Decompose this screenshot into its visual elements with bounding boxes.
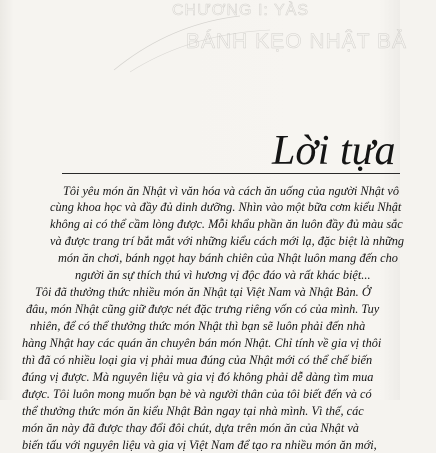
body-line: và được trang trí bắt mắt với những kiểu cách mới lạ, đặc biệt là những <box>50 234 405 248</box>
bleed-through-heading: BÁNH KẸO NHẬT BẢ <box>186 30 407 53</box>
page-title: Lời tựa <box>272 128 396 174</box>
body-line: thể thưởng thức món ăn kiểu Nhật Bản ngay tại nhà mình. Vì thế, các <box>22 404 364 418</box>
body-line: biến tấu với nguyên liệu và gia vị Việt Nam để tạo ra nhiều món ăn mới, <box>22 438 377 452</box>
body-line: đúng vị được. Mà nguyên liệu và gia vị đó không phải dễ dàng tìm mua <box>22 370 374 384</box>
body-line: người ăn sự thích thú vì hương vị độc đáo và rất khác biệt... <box>75 268 371 282</box>
body-line: nhiên, để có thể thưởng thức món Nhật thì bạn sẽ luôn phải đến nhà <box>30 319 366 333</box>
body-line: được. Tôi luôn mong muốn bạn bè và người thân của tôi biết đến và có <box>22 387 372 401</box>
body-line: cùng khoa học và đầy đủ dinh dưỡng. Nhìn vào một bữa cơm kiểu Nhật <box>50 200 402 214</box>
body-line: Tôi yêu món ăn Nhật vì văn hóa và cách ăn uống của người Nhật vô <box>63 184 400 198</box>
body-line: thì đã có nhiều loại gia vị phải mua đúng của Nhật mới có thể chế biến <box>22 353 373 367</box>
body-line: món ăn chơi, bánh ngọt hay bánh chiên của Nhật luôn mang đến cho <box>58 251 398 265</box>
bleed-through-chapter: CHƯƠNG I: YÀS <box>172 2 309 19</box>
body-line: món ăn này đã được thay đổi đôi chút, dựa trên món ăn của Nhật và <box>22 421 359 435</box>
body-line: không ai có thể cầm lòng được. Mỗi khẩu phần ăn luôn đầy đủ màu sắc <box>50 217 403 231</box>
title-divider <box>62 173 400 174</box>
body-line: hàng Nhật hay các quán ăn chuyên bán món Nhật. Chỉ tính về gia vị thôi <box>22 336 382 350</box>
body-line: Tôi đã thưởng thức nhiều món ăn Nhật tại Việt Nam và Nhật Bản. Ở <box>35 285 371 299</box>
body-line: đâu, món Nhật cũng giữ được nét đặc trưng riêng vốn có của mình. Tuy <box>26 302 380 316</box>
